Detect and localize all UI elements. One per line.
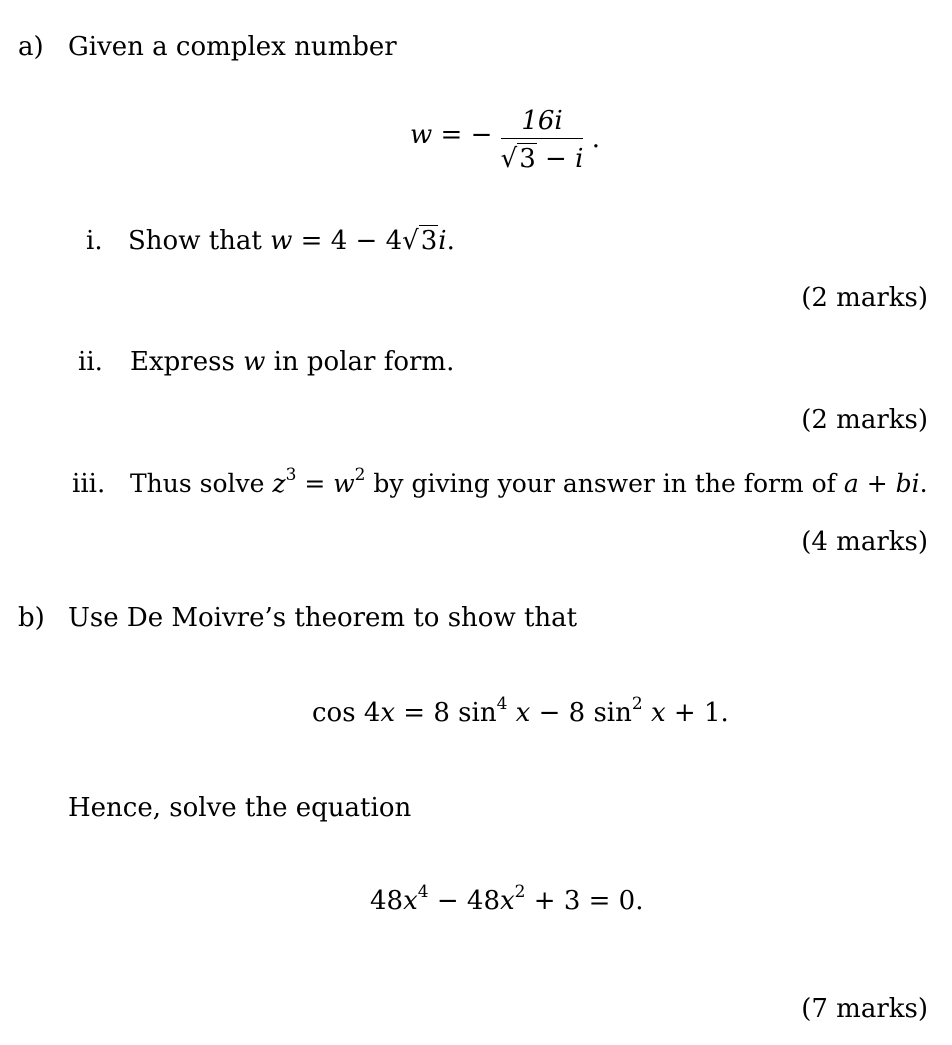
item-i-marks: (2 marks) [801, 283, 928, 313]
item-i-text [128, 225, 455, 254]
item-i-end: . [446, 226, 455, 256]
item-ii-label: ii. [78, 347, 103, 377]
poly-e2: 2 [514, 882, 526, 902]
item-i-rest: = 4 − 4 [292, 226, 403, 256]
item-i-sqrt: √3 [402, 226, 438, 256]
item-i-i: i [438, 226, 447, 256]
item-ii-w: w [243, 347, 266, 377]
item-iii-w-exp: 2 [354, 465, 366, 485]
identity-exp2: 2 [631, 694, 643, 714]
identity-mid: − 8 sin [530, 698, 632, 728]
trig-identity [312, 694, 729, 728]
item-iii-plus: + [858, 469, 896, 498]
item-i-radicand: 3 [420, 226, 438, 256]
identity-exp1: 4 [496, 694, 508, 714]
poly-c1: 48 [370, 886, 404, 916]
item-iii-a: a [843, 469, 859, 498]
equation-period: . [591, 124, 600, 154]
den-i: i [575, 144, 584, 174]
item-ii-post: in polar form. [265, 347, 455, 377]
poly-e1: 4 [417, 882, 429, 902]
item-iii-label: iii. [72, 469, 106, 499]
item-i-label: i. [86, 226, 103, 256]
identity-x3: x [642, 698, 666, 728]
item-iii-text [130, 465, 928, 498]
den-minus: − [545, 144, 567, 174]
item-iii-pre: Thus solve [130, 469, 273, 498]
poly-tail: + 3 = 0. [525, 886, 644, 916]
identity-x1: x [380, 698, 396, 728]
item-iii-z-exp: 3 [285, 465, 297, 485]
item-ii-marks: (2 marks) [801, 405, 928, 435]
part-b-intro: Use De Moivre’s theorem to show that [68, 603, 578, 633]
item-iii-marks: (4 marks) [801, 527, 928, 557]
item-i-w: w [270, 226, 293, 256]
item-iii-w: w [333, 469, 355, 498]
item-ii-text [130, 349, 454, 375]
item-iii-eq: = [296, 469, 334, 498]
minus-sign: − [470, 120, 493, 150]
poly-mid: − 48 [428, 886, 500, 916]
hence-text: Hence, solve the equation [68, 793, 412, 823]
fraction-numerator: 16i [501, 108, 584, 139]
identity-eq: = 8 sin [395, 698, 497, 728]
item-iii-end: . [919, 469, 928, 498]
identity-tail: + 1. [665, 698, 729, 728]
fraction-denominator [501, 139, 584, 172]
w-variable: w [410, 120, 433, 150]
item-i-pre: Show that [128, 226, 271, 256]
identity-cos: cos 4 [312, 698, 381, 728]
radicand: 3 [519, 144, 536, 174]
part-b-marks: (7 marks) [801, 994, 928, 1024]
w-definition-equation [410, 108, 600, 172]
item-iii-z: z [272, 469, 286, 498]
poly-x2: x [500, 886, 515, 916]
part-b-label: b) [18, 603, 45, 633]
part-a-intro: Given a complex number [68, 32, 397, 62]
item-iii-mid: by giving your answer in the form of [365, 469, 844, 498]
part-a-label: a) [18, 32, 44, 62]
poly-x1: x [403, 886, 418, 916]
polynomial-equation [370, 882, 644, 916]
item-iii-bi: bi [895, 469, 920, 498]
identity-x2: x [507, 698, 531, 728]
item-ii-pre: Express [130, 347, 244, 377]
sqrt-3: √3 [500, 144, 536, 174]
equals-sign: = [440, 120, 463, 150]
w-fraction [501, 108, 584, 172]
